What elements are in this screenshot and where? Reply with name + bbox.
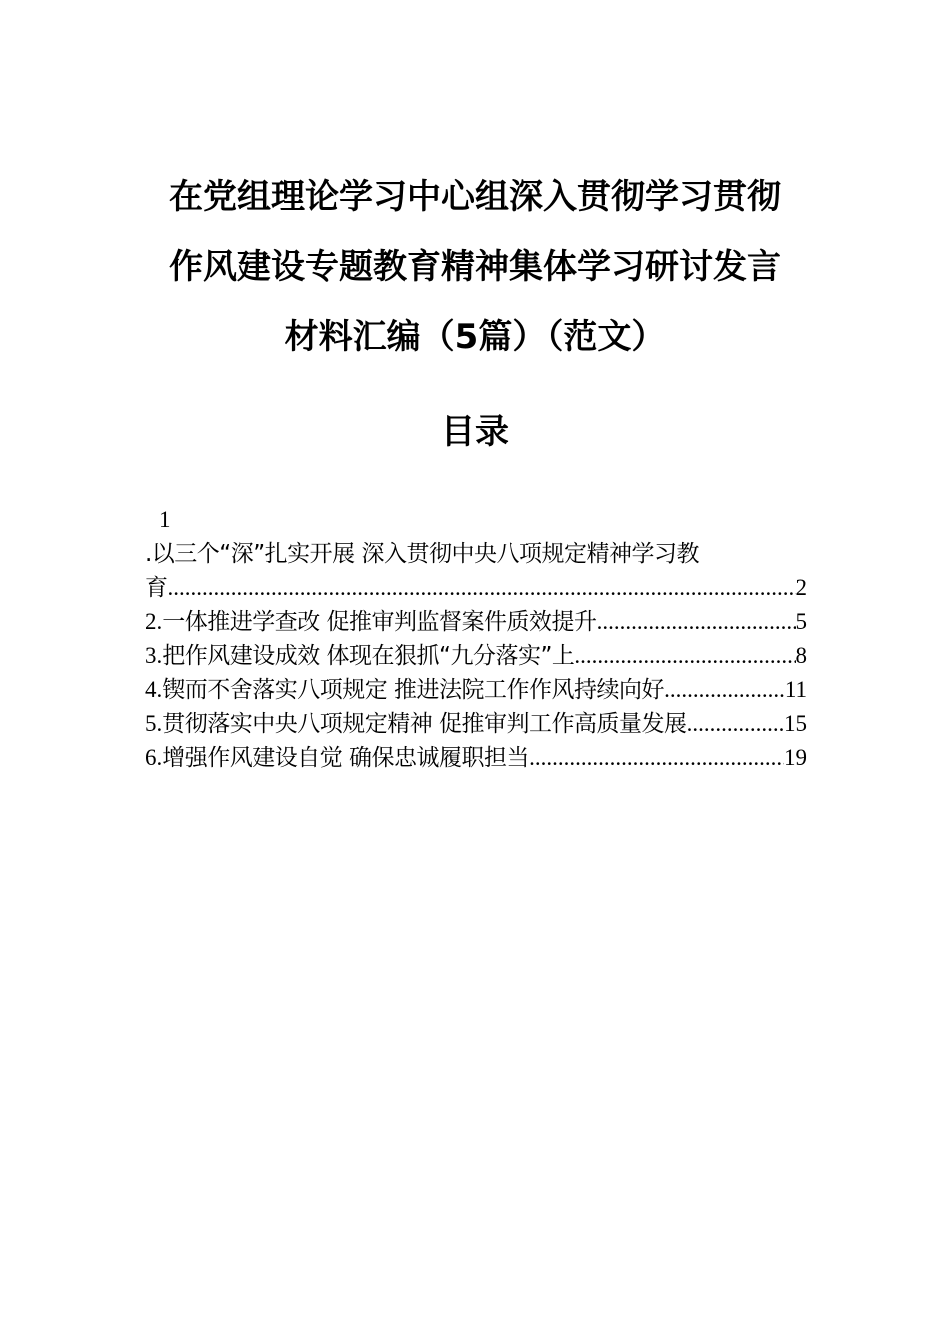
toc-item-number: 6. <box>145 745 163 770</box>
toc-leader-dots <box>597 605 796 639</box>
title-line-3: 材料汇编（5篇）（范文） <box>284 317 666 357</box>
toc-leader-dots <box>529 741 784 775</box>
toc-heading: 目录 <box>441 412 509 452</box>
toc-item-1[interactable] <box>145 503 807 605</box>
toc-item-5[interactable] <box>145 707 807 741</box>
toc-item-3[interactable] <box>145 639 807 673</box>
toc-item-page: 19 <box>784 745 807 770</box>
toc-leader-dots <box>574 639 795 673</box>
toc-item-label: 贯彻落实中央八项规定精神 促推审判工作高质量发展 <box>162 711 687 737</box>
table-of-contents <box>145 503 807 775</box>
title-line-1: 在党组理论学习中心组深入贯彻学习贯彻 <box>169 177 781 217</box>
toc-item-page: 15 <box>784 711 807 736</box>
toc-item-number: 1 <box>159 507 171 532</box>
toc-item-last-line <box>145 571 807 605</box>
toc-item-4[interactable] <box>145 673 807 707</box>
toc-item-label: 增强作风建设自觉 确保忠诚履职担当 <box>162 745 530 771</box>
toc-leader-dots <box>168 571 796 605</box>
toc-item-label: 锲而不舍落实八项规定 推进法院工作作风持续向好 <box>162 677 665 703</box>
toc-item-number: 4. <box>145 677 163 702</box>
toc-item-6[interactable] <box>145 741 807 775</box>
toc-item-2[interactable] <box>145 605 807 639</box>
toc-leader-dots <box>664 673 785 707</box>
toc-item-label: 一体推进学查改 促推审判监督案件质效提升 <box>162 609 597 635</box>
toc-item-number: 2. <box>145 609 163 634</box>
toc-item-page: 8 <box>795 643 807 668</box>
toc-item-label: 把作风建设成效 体现在狠抓“九分落实”上 <box>162 643 575 669</box>
toc-item-page: 5 <box>795 609 807 634</box>
toc-item-label: .以三个“深”扎实开展 深入贯彻中央八项规定精神学习教 <box>145 541 699 567</box>
title-line-2: 作风建设专题教育精神集体学习研讨发言 <box>169 247 781 287</box>
toc-item-page: 2 <box>795 575 807 600</box>
toc-item-number: 3. <box>145 643 163 668</box>
document-title <box>140 162 810 372</box>
toc-item-page: 11 <box>784 677 807 702</box>
toc-leader-dots <box>687 707 784 741</box>
toc-item-number: 5. <box>145 711 163 736</box>
toc-item-label-continued: 育 <box>145 575 168 601</box>
